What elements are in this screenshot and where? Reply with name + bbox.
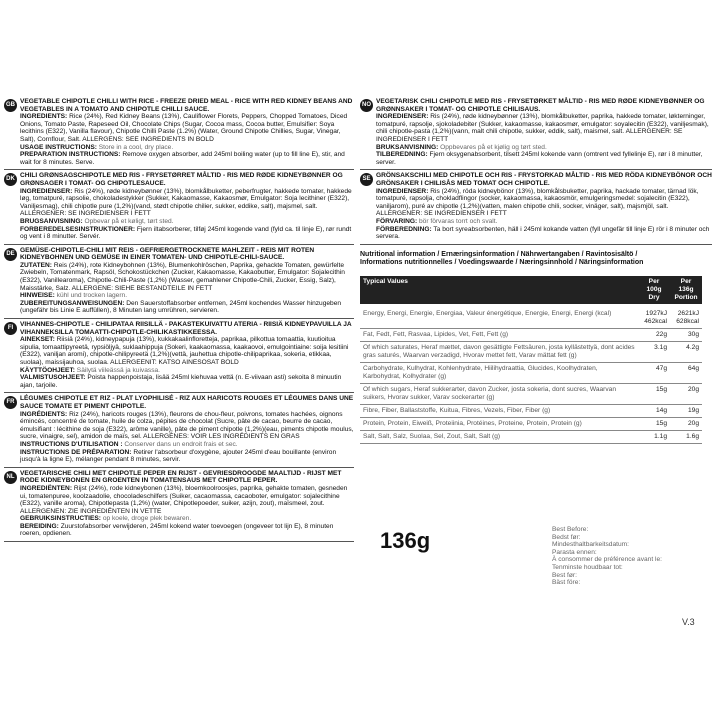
prep-label: TILBEREDNING: <box>376 151 428 159</box>
ingredients-text: Ris (24%), röda kidneybönor (13%), blomkålsbuketter, paprika, hackade tomater, tärnad lök, tomatpuré, rapsolja, chokladflingor (socker, kakaomassa, kakaosmör, emulgeringsmedel: sojalecitin (E322), vaniljarom), puré av chipotle (1,2%)(vatten, malen chipotle chili, socker, vinäger, salt), majsmjöl, salt. ALLERGENER: SE INGREDIENSER I FETT <box>376 187 699 218</box>
language-section-se <box>360 170 712 244</box>
language-badge: DE <box>4 248 17 261</box>
language-badge: FI <box>4 322 17 335</box>
ingredients-label: INGREDIENTS: <box>20 113 68 121</box>
prep-text: Ta bort syreabsorbenten, häll i 245ml kokande vatten (fyll ungefär till linje E) rör i 8 minuter och servera. <box>376 225 710 241</box>
language-badge: FR <box>4 396 17 409</box>
language-text <box>20 172 354 240</box>
nutrient-name: Of which sugars, Heraf sukkerarter, davon Zucker, josta sokeria, dont sucres, Waarvan suikers, Hvorav sukker, Varav sockerarter (g) <box>360 383 638 404</box>
language-section-gb <box>4 96 354 170</box>
nutrition-row <box>360 383 702 404</box>
value-per-portion: 20g <box>670 417 702 430</box>
usage-label: KÄYTTÖOHJEET: <box>20 366 75 374</box>
usage-label: USAGE INSTRUCTIONS: <box>20 143 97 151</box>
best-before-line: À consommer de préférence avant le: <box>552 556 662 564</box>
usage-text: kühl und trocken lagern. <box>56 292 128 300</box>
right-language-column <box>360 96 712 444</box>
usage-text: Store in a cool, dry place. <box>98 143 174 151</box>
language-section-fr <box>4 393 354 467</box>
net-weight: 136g <box>380 528 431 553</box>
prep-label: INSTRUCTIONS DE PRÉPARATION: <box>20 448 132 456</box>
value-per-100g: 47g <box>638 362 670 383</box>
ingredients-label: AINEKSET: <box>20 336 55 344</box>
value-per-portion: 20g <box>670 383 702 404</box>
section-title: VIHANNES-CHIPOTLE - CHILIPATAA RIISILLÄ - PAKASTEKUIVATTU ATERIA - RIISIÄ KIDNEYPAVUILLA JA VIHANNEKSILLA TOMAATTI-CHIPOTLE-CHILIKASTIKKEESSA. <box>20 321 352 336</box>
section-title: VEGETARISCHE CHILI MET CHIPOTLE PEPER EN RIJST - GEVRIESDROOGDE MAALTIJD - RIJST MET RODE KIDNEYBONEN EN GROENTEN IN TOMATENSAUS MET CHIPOTLE PEPER. <box>20 469 342 485</box>
nutrition-row <box>360 430 702 443</box>
nutrient-name: Of which saturates, Heraf mættet, davon gesättigte Fettsäuren, josta kyllästettyä, dont acides gras saturés, Waarvan verzadigd, Hvorav mettet fett, Varav mättat fett (g) <box>360 341 638 362</box>
language-text <box>376 172 712 240</box>
prep-text: Poista happenpoistaja, lisää 245ml kiehuvaa vettä (n. E-viivaan asti) sekoita 8 minuutin ajan, tarjoile. <box>20 374 342 389</box>
language-text <box>20 247 354 315</box>
best-before-line: Best Before: <box>552 526 589 533</box>
language-section-de <box>4 245 354 319</box>
ingredients-text: Reis (24%), rote Kidneybohnen (13%), Blumenkohlröschen, Paprika, gehackte Tomaten, gewürfelte Zwiebeln, Tomatenmark, Rapsöl, Schokostückchen (Zucker, Kakaomasse, Kakaobutter, Emulgator: Sojalecithin (E322), Vanillearoma), Chipotle-Chili-Paste (1,2%) (Wasser, gemahlener Chipotle-Chili, Zucker, Essig, Salz), Maisstärke, Salz. ALLERGENE: SIEHE BESTANDTEILE IN FETT <box>20 261 345 292</box>
language-text <box>20 470 354 538</box>
best-before-line: Best før: <box>552 571 577 579</box>
usage-label: INSTRUCTIONS D'UTILISATION : <box>20 440 123 448</box>
nutrition-header-row <box>360 276 702 304</box>
language-text <box>20 321 354 389</box>
language-section-nl <box>4 468 354 542</box>
language-badge: NO <box>360 99 373 112</box>
language-text <box>20 98 354 166</box>
language-badge: GB <box>4 99 17 112</box>
nutrient-name: Salt, Salt, Salz, Suolaa, Sel, Zout, Salt, Salt (g) <box>360 430 638 443</box>
value-per-100g: 14g <box>638 404 670 417</box>
ingredients-text: Ris (24%), røde kidneybønner (13%), blomkålbuketter, peberfrugter, hakkede tomater, hakkede løg, tomatpuré, rapsolie, chokoladestykker (Sukker, Kakaomasse, Kakaosmør, Emulgator: Soja lecithiner (E322), Vaniljesmag), chili chipotle pure (1,2%)(vand, stødt chipotle chilier, sukker, eddike, salt), majsmel, salt. ALLERGENER: SE INGREDIENSER I FETT <box>20 187 352 218</box>
prep-label: VALMISTUSOHJEET: <box>20 374 86 382</box>
language-text <box>20 395 354 463</box>
value-per-portion: 64g <box>670 362 702 383</box>
nutrition-row <box>360 341 702 362</box>
nutrition-row <box>360 417 702 430</box>
best-before-line: Mindesthaltbarkeitsdatum: <box>552 541 629 549</box>
ingredients-label: INGREDIENSER: <box>376 187 429 195</box>
usage-label: BRUKSANVISNING: <box>376 143 439 151</box>
usage-text: Opbevar på et køligt, tørt sted. <box>84 217 174 225</box>
prep-text: Remove oxygen absorber, add 245ml boiling water (up to fill line E), stir, and wait for 8 minutes. Serve. <box>20 151 345 166</box>
value-per-100g: 22g <box>638 328 670 341</box>
nutrient-name: Carbohydrate, Kulhydrat, Kohlenhydrate, Hiilihydraattia, Glucides, Koolhydraten, Karbohydrat, Kolhydrater (g) <box>360 362 638 383</box>
nutrition-row <box>360 404 702 417</box>
prep-label: PREPARATION INSTRUCTIONS: <box>20 151 121 159</box>
prep-label: BEREIDING: <box>20 522 59 530</box>
value-per-portion: 2621kJ 628kcal <box>670 308 702 329</box>
usage-text: Säilytä viileässä ja kuivassa. <box>76 366 160 374</box>
value-per-100g: 15g <box>638 417 670 430</box>
nutrition-table <box>360 276 702 444</box>
usage-text: op koele, droge plek bewaren. <box>102 515 192 523</box>
language-text <box>376 98 712 166</box>
best-before-line: Bedst før: <box>552 533 581 541</box>
version-label: V.3 <box>682 617 695 627</box>
prep-label: FORBEREDELSESINSTRUKTIONER: <box>20 225 136 233</box>
nutrition-row <box>360 308 702 329</box>
value-per-portion: 30g <box>670 328 702 341</box>
nutrition-heading: Nutritional information / Ernæringsinformation / Nährwertangaben / Ravintosisältö / Informations nutritionnelles / Voedingswaarde / Næringsinnhold / Näringsinformation <box>360 250 644 267</box>
prep-label: ZUBEREITUNGSANWEISUNGEN: <box>20 299 125 307</box>
usage-label: FÖRVARING: <box>376 217 418 225</box>
language-section-no <box>360 96 712 170</box>
nutrition-header-per100g: Per 100g Dry <box>638 276 670 304</box>
best-before-line: Bäst före: <box>552 579 581 587</box>
section-title: GEMÜSE-CHIPOTLE-CHILI MIT REIS - GEFRIERGETROCKNETE MAHLZEIT - REIS MIT ROTEN KIDNEYBOHNEN UND GEMÜSE IN EINER TOMATEN- UND CHIPOTLE-CHILI-SAUCE. <box>20 246 315 262</box>
best-before-block <box>552 526 662 587</box>
ingredients-text: Rice (24%), Red Kidney Beans (13%), Cauliflower Florets, Peppers, Chopped Tomatoes, Diced Onions, Tomato Paste, Rapeseed Oil, Chocolate Chips (Sugar, Cocoa mass, Cocoa butter, Emulsifier: Soya lecithins (E322), Vanilla flavour), Chipotle Chilli Paste (1.2%) (Water, Ground Chipotle Chillies, Sugar, Vinegar, Salt), Cornflour, Salt. ALLERGENS: SEE INGREDIENTS IN BOLD <box>20 113 348 143</box>
best-before-line: Parasta ennen: <box>552 548 597 556</box>
nutrition-header-label: Typical Values <box>360 276 638 304</box>
prep-text: Retirer l'absorbeur d'oxygène, ajouter 245ml d'eau bouillante (environ jusqu'à la ligne E), mélanger pendant 8 minutes, servir. <box>20 448 337 464</box>
usage-label: GEBRUIKSINSTRUCTIES: <box>20 515 101 523</box>
value-per-100g: 3.1g <box>638 341 670 362</box>
value-per-portion: 4.2g <box>670 341 702 362</box>
ingredients-label: INGREDIËNTEN: <box>20 484 73 492</box>
section-title: LÉGUMES CHIPOTLE ET RIZ - PLAT LYOPHILISÉ - RIZ AUX HARICOTS ROUGES ET LÉGUMES DANS UNE SAUCE TOMATE ET PIMENT CHIPOTLE. <box>20 395 354 410</box>
nutrient-name: Fat, Fedt, Fett, Rasvaa, Lipides, Vet, Fett, Fett (g) <box>360 328 638 341</box>
nutrient-name: Fibre, Fiber, Ballaststoffe, Kuitua, Fibres, Vezels, Fiber, Fiber (g) <box>360 404 638 417</box>
usage-text: bör förvaras torrt och svalt. <box>419 217 498 225</box>
nutrition-row <box>360 362 702 383</box>
language-section-dk <box>4 170 354 244</box>
value-per-100g: 15g <box>638 383 670 404</box>
ingredients-label: INGREDIENSER: <box>20 187 73 195</box>
prep-label: FÖRBEREDNING: <box>376 225 432 233</box>
prep-text: Fjern oksygenabsorbent, tilsett 245ml kokende vann (omtrent ved fyllelinje E), rør i 8 minutter, server. <box>376 151 703 166</box>
value-per-portion: 19g <box>670 404 702 417</box>
value-per-100g: 1927kJ 462kcal <box>638 308 670 329</box>
prep-text: Fjern iltabsorberer, tilføj 245ml kogende vand (fyld ca. til linje E), rør rundt og vent i 8 minutter. Servér. <box>20 225 352 241</box>
ingredients-label: INGREDIENSER: <box>376 113 429 121</box>
usage-text: Oppbevares på et kjølig og tørt sted. <box>440 143 547 151</box>
ingredients-text: Riz (24%), haricots rouges (13%), fleurons de chou-fleur, poivrons, tomates hachées, oignons émincés, concentré de tomate, huile de colza, pépites de chocolat (Sucre, pâte de cacao, beurre de cacao, émulsifiant : lécithine de soja (E322), arôme vanille), pâte de piment chipotle (1,2%)(eau, piments chipotle moulus, sucre, vinaigre, sel), amidon de maïs, sel. ALLERGÈNES: VOIR LES INGRÉDIENTS EN GRAS <box>20 410 354 441</box>
nutrition-row <box>360 328 702 341</box>
prep-text: Den Sauerstoffabsorber entfernen, 245ml kochendes Wasser hinzugeben (ungefähr bis Linie E auffüllen), 8 Minuten lang umrühren, servieren. <box>20 299 342 315</box>
language-badge: NL <box>4 471 17 484</box>
ingredients-label: ZUTATEN: <box>20 261 52 269</box>
usage-label: BRUGSANVISNING: <box>20 217 83 225</box>
usage-text: Conserver dans un endroit frais et sec. <box>124 440 238 448</box>
nutrient-name: Energy, Energi, Energie, Energiaa, Valeur énergétique, Energie, Energi, Energi (kcal) <box>360 308 638 329</box>
ingredients-text: Ris (24%), røde kidneybønner (13%), blomkålbuketter, paprika, hakkede tomater, løkterninger, tomatpuré, rapsolje, sjokoladebiter (Sukker, kakaomasse, kakaosmør, emulgator: soyalecitin (E322), vaniljesmak), chili chipotle-pasta (1,2%)(vann, malt chili chipotle, sukker, eddik, salt), maismel, salt. ALLERGENER: SE INGREDIENSER I FETT <box>376 113 709 143</box>
value-per-100g: 1.1g <box>638 430 670 443</box>
language-section-fi <box>4 319 354 393</box>
section-title: VEGETABLE CHIPOTLE CHILLI WITH RICE - FREEZE DRIED MEAL - RICE WITH RED KIDNEY BEANS AND VEGETABLES IN A TOMATO AND CHIPOTLE CHILLI SAUCE. <box>20 98 353 113</box>
ingredients-text: Rijst (24%), rode kidneybonen (13%), bloemkoolroosjes, paprika, gehakte tomaten, gesneden ui, tomatenpuree, koolzaadolie, chocoladeschilfers (Suiker, cacaomassa, cacaoboter, emulgator: sojalecithine (E322), vanille aroma), Chipotlepasta (1,2%) (water, Chipotlepoeder, suiker, azijn, zout), maïsmeel, zout. ALLERGENEN: ZIE INGREDIËNTEN IN VETTE <box>20 484 348 515</box>
section-title: GRÖNSAKSCHILI MED CHIPOTLE OCH RIS - FRYSTORKAD MÅLTID - RIS MED RÖDA KIDNEYBÖNOR OCH GRÖNSAKER I CHILISÅS MED TOMAT OCH CHIPOTLE. <box>376 172 712 187</box>
usage-label: HINWEISE: <box>20 292 55 300</box>
ingredients-text: Riisiä (24%), kidneypapuja (13%), kukkakaalinfloretteja, paprikaa, pilkottua tomaattia, kuutioitua sipulia, tomaattipyreetä, rypsiöljyä, suklaahippuja (Sokeri, kaakaomassa, kaakaovoi, emulgointiaine: soija lesitiini (E322), vaniljan aromi), chipotle-chilipyreetä (1,2%)(vettä, jauhettua chipotle-chilipaprikaa, sokeria, etikkaa, suolaa), maissijauhoa, suolaa. ALLERGEENIT: KATSO AINESOSAT BOLD <box>20 336 349 366</box>
ingredients-label: INGRÉDIENTS: <box>20 410 68 418</box>
value-per-portion: 1.6g <box>670 430 702 443</box>
language-badge: DK <box>4 173 17 186</box>
section-title: CHILI GRØNSAGSCHIPOTLE MED RIS - FRYSETØRRET MÅLTID - RIS MED RØDE KIDNEYBØNNER OG GRØNSAGER I TOMAT- OG CHIPOTLESAUCE. <box>20 172 343 187</box>
best-before-line: Tenminste houdbaar tot: <box>552 563 623 571</box>
language-badge: SE <box>360 173 373 186</box>
nutrition-header-portion: Per 136g Portion <box>670 276 702 304</box>
prep-text: Zuurstofabsorber verwijderen, 245ml kokend water toevoegen (ongeveer tot lijn E), 8 minuten roeren, opdienen. <box>20 522 334 538</box>
nutrient-name: Protein, Protein, Eiweiß, Proteiinia, Protéines, Proteine, Protein, Protein (g) <box>360 417 638 430</box>
section-title: VEGETARISK CHILI CHIPOTLE MED RIS - FRYSETØRKET MÅLTID - RIS MED RØDE KIDNEYBØNNER OG GRØNNSAKER I TOMAT- OG CHIPOTLE CHILISAUS. <box>376 98 705 113</box>
left-language-column <box>4 96 354 542</box>
